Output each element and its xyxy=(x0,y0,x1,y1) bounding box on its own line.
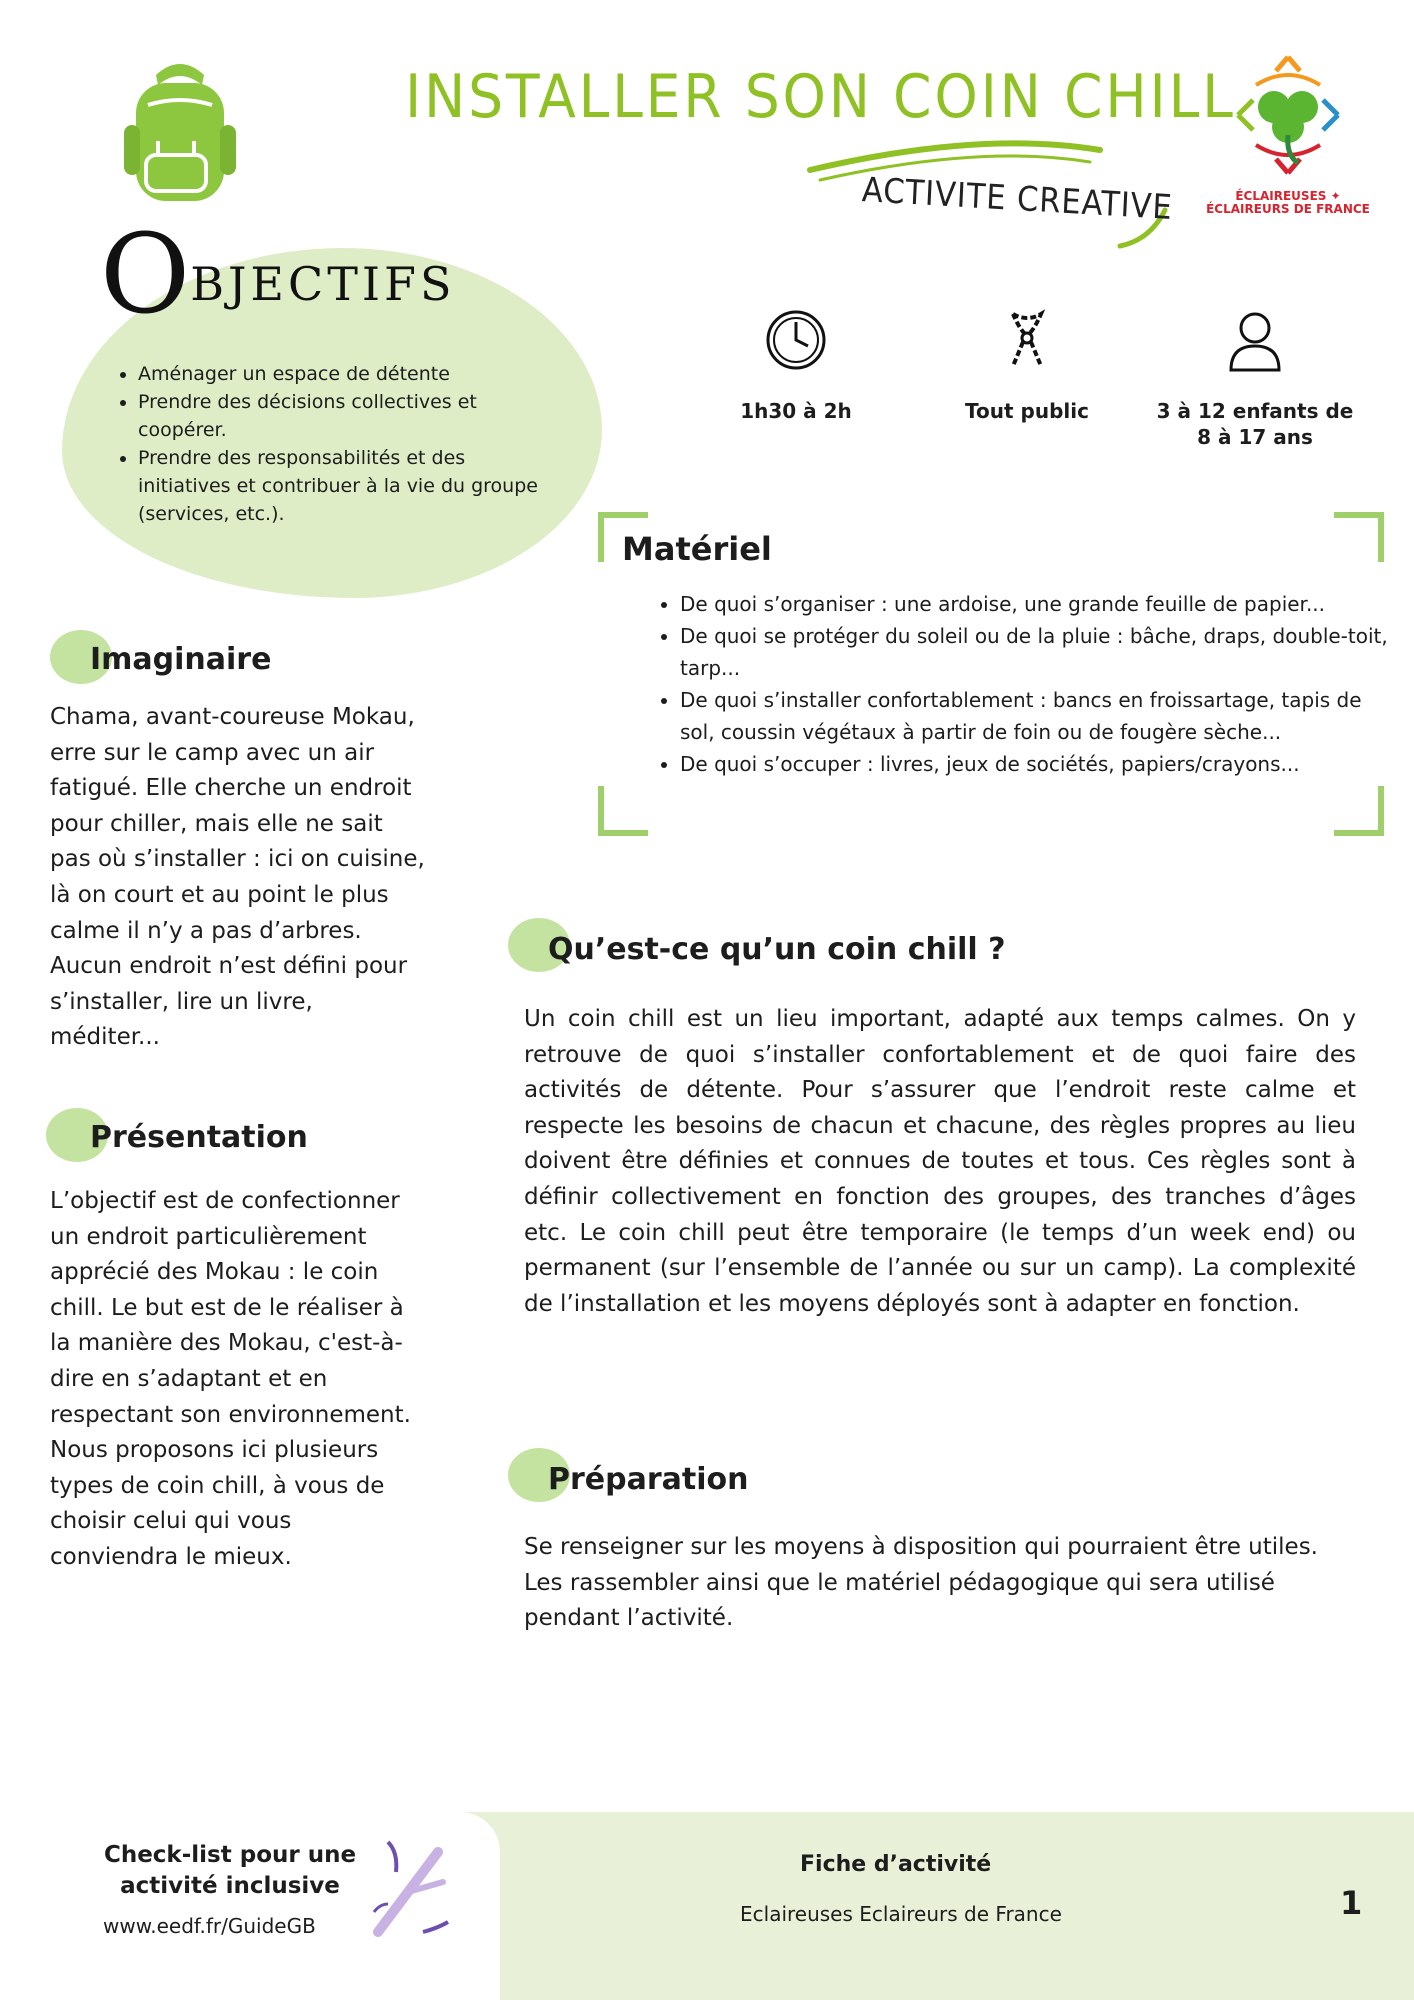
audience-label: Tout public xyxy=(965,399,1089,423)
audience-info xyxy=(927,308,1127,424)
preparation-title: Préparation xyxy=(548,1462,749,1497)
stick-icon xyxy=(368,1832,458,1942)
group-size-label: 3 à 12 enfants de 8 à 17 ans xyxy=(1156,399,1354,449)
logo-text: ÉCLAIREUSES ✦ ÉCLAIREURS DE FRANCE xyxy=(1206,189,1370,216)
fiche-label: Fiche d’activité xyxy=(800,1852,992,1877)
preparation-text: Se renseigner sur les moyens à disposition qui pourraient être utiles. Les rassembler ainsi que le matériel pédagogique qui sera utilisé pendant l’activité. xyxy=(524,1534,1318,1632)
eedf-logo xyxy=(1218,45,1358,189)
duration-info xyxy=(696,308,896,424)
presentation-title: Présentation xyxy=(90,1120,308,1155)
guide-link[interactable]: www.eedf.fr/GuideGB xyxy=(103,1914,316,1938)
list-item: • De quoi s’organiser : une ardoise, une grande feuille de papier... xyxy=(680,588,1390,620)
imaginaire-text: Chama, avant-coureuse Mokau, erre sur le camp avec un air fatigué. Elle cherche un endroit pour chiller, mais elle ne sait pas où s’installer : ici on cuisine, là on court et au point le plus calme il n’y a pas d’arbres. Aucun endroit n’est défini pour s’installer, lire un livre, méditer... xyxy=(50,704,425,1051)
page-number: 1 xyxy=(1340,1884,1363,1922)
objectifs-list xyxy=(110,360,538,528)
list-item: • Prendre des responsabilités et des initiatives et contribuer à la vie du groupe (services, etc.). xyxy=(138,444,538,528)
person-icon xyxy=(1223,308,1287,372)
page-title: INSTALLER SON COIN CHILL xyxy=(405,62,1236,132)
objectifs-title xyxy=(100,210,456,338)
page-subtitle: ACTIVITE CREATIVE xyxy=(861,170,1174,229)
frame-corner xyxy=(1334,786,1384,836)
coin-chill-text: Un coin chill est un lieu important, adapté aux temps calmes. On y retrouve de quoi s’installer confortablement et de quoi faire des activités de détente. Pour s’assurer que l’endroit reste calme et respecte les besoins de chacun et chacune, des règles propres au lieu doivent être définies et connues de toutes et tous. Ces règles sont à définir collectivement en fonction des groupes, des tranches d’âges etc. Le coin chill peut être temporaire (le temps d’un week end) ou permanent (sur l’ensemble de l’année ou sur un camp). La complexité de l’installation et les moyens déployés sont à adapter en fonction. xyxy=(524,1006,1356,1317)
imaginaire-title: Imaginaire xyxy=(90,642,272,677)
group-info xyxy=(1150,308,1360,450)
frame-corner xyxy=(1334,512,1384,562)
list-item: • De quoi s’occuper : livres, jeux de sociétés, papiers/crayons... xyxy=(680,748,1390,780)
list-item: • De quoi s’installer confortablement : bancs en froissartage, tapis de sol, coussin végétaux à partir de foin ou de fougère sèche... xyxy=(680,684,1390,748)
organisation-name: Eclaireuses Eclaireurs de France xyxy=(740,1902,1062,1926)
list-item: • Aménager un espace de détente xyxy=(138,360,538,388)
duration-label: 1h30 à 2h xyxy=(740,399,852,423)
presentation-text: L’objectif est de confectionner un endroit particulièrement apprécié des Mokau : le coin chill. Le but est de le réaliser à la manière des Mokau, c'est-à-dire en s’adaptant et en respectant son environnement. Nous proposons ici plusieurs types de coin chill, à vous de choisir celui qui vous conviendra le mieux. xyxy=(50,1188,411,1570)
checklist-label: Check-list pour une activité inclusive xyxy=(103,1842,357,1899)
objectifs-title-initial: O xyxy=(100,210,191,338)
objectifs-title-rest: BJECTIFS xyxy=(190,257,456,311)
list-item: • Prendre des décisions collectives et coopérer. xyxy=(138,388,538,444)
list-item: • De quoi se protéger du soleil ou de la pluie : bâche, draps, double-toit, tarp... xyxy=(680,620,1390,684)
coin-chill-title: Qu’est-ce qu’un coin chill ? xyxy=(548,932,1006,967)
materiel-title: Matériel xyxy=(622,530,772,568)
scarf-icon xyxy=(995,308,1059,372)
materiel-list xyxy=(658,588,1390,780)
backpack-icon xyxy=(118,55,243,209)
clock-icon xyxy=(764,308,828,372)
frame-corner xyxy=(598,786,648,836)
